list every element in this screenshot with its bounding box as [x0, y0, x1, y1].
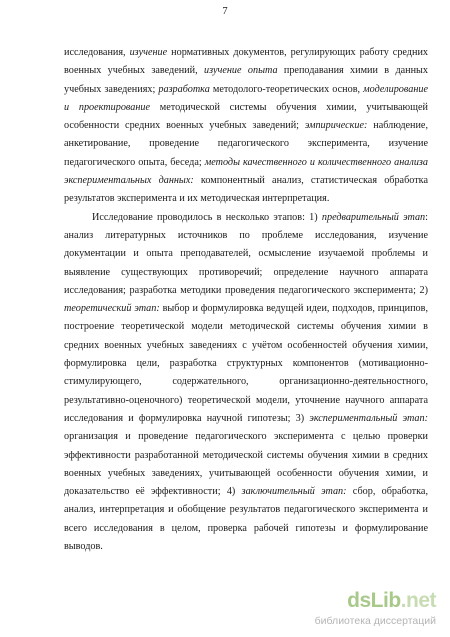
paragraph-methods	[64, 44, 428, 209]
italic-term: эмпирические:	[304, 120, 368, 132]
page-number: 7	[222, 6, 228, 17]
watermark-logo-main: dsLib	[347, 589, 401, 612]
italic-term: теоретический этап:	[64, 303, 160, 315]
italic-term: моделирование и проектирование	[64, 83, 429, 113]
text-run: преподавания химии в данных учебных заведениях;	[64, 65, 428, 95]
text-run: Исследование проводилось в несколько этапов: 1)	[92, 211, 322, 223]
watermark-logo	[286, 589, 436, 633]
italic-term: предварительный этап	[321, 211, 426, 223]
text-run: методической системы обучения химии, учитывающей особенности средних военных учебных заведений;	[64, 101, 428, 132]
text-run: организация и проведение педагогического эксперимента с целью проверки эффективности разработанной методической системы обучения химии в средних военных учебных заведениях, учитывающей особенности обучения химии, и доказательство её эффективности; 4)	[64, 431, 428, 498]
text-run: сбор, обработка, анализ, интерпретация и обобщение результатов педагогического эксперимента и всего исследования в целом, проверка рабочей гипотезы и формулирование выводов.	[64, 486, 428, 553]
text-run: компонентный анализ, статистическая обработка результатов эксперимента и их методическая интерпретация.	[64, 175, 428, 205]
text-run: исследования,	[64, 47, 130, 58]
text-run: методолого-теоретических основ,	[209, 83, 364, 95]
watermark-logo-text	[347, 589, 436, 613]
italic-term: изучение опыта	[203, 65, 278, 77]
text-run: : анализ литературных источников по проблеме исследования, изучение документации и опыта преподавателей, осмысление изучаемой проблемы и выявление существующих противоречий; определение научного аппарата исследования; разработка методики проведения педагогического эксперимента; 2)	[64, 211, 428, 296]
italic-term: экспериментальный этап:	[309, 412, 429, 424]
italic-term: разработка	[158, 83, 210, 95]
paragraph-stages	[64, 209, 428, 557]
italic-term: изучение	[129, 47, 168, 58]
watermark-subtitle: библиотека диссертаций	[314, 615, 436, 627]
italic-term: методы качественного и количественного анализа экспериментальных данных:	[64, 156, 428, 187]
body-text	[64, 44, 428, 556]
text-run: наблюдение, анкетирование, проведение педагогического эксперимента, изучение педагогического опыта, беседа;	[64, 120, 428, 168]
text-run: выбор и формулировка ведущей идеи, подходов, принципов, построение теоретической модели методической системы обучения химии в средних военных учебных заведениях с учётом особенностей обучения химии, формулировка цели, разработка структурных компонентов (мотивационно-стимулирующего, содержательного, организационно-деятельностного, результативно-оценочного) теоретической модели, уточнение научного аппарата исследования и формулировка научной гипотезы; 3)	[64, 303, 428, 424]
italic-term: заключительный этап:	[241, 486, 347, 498]
watermark-logo-domain: .net	[400, 589, 436, 612]
text-run: нормативных документов, регулирующих работу средних военных учебных заведений,	[64, 47, 428, 77]
